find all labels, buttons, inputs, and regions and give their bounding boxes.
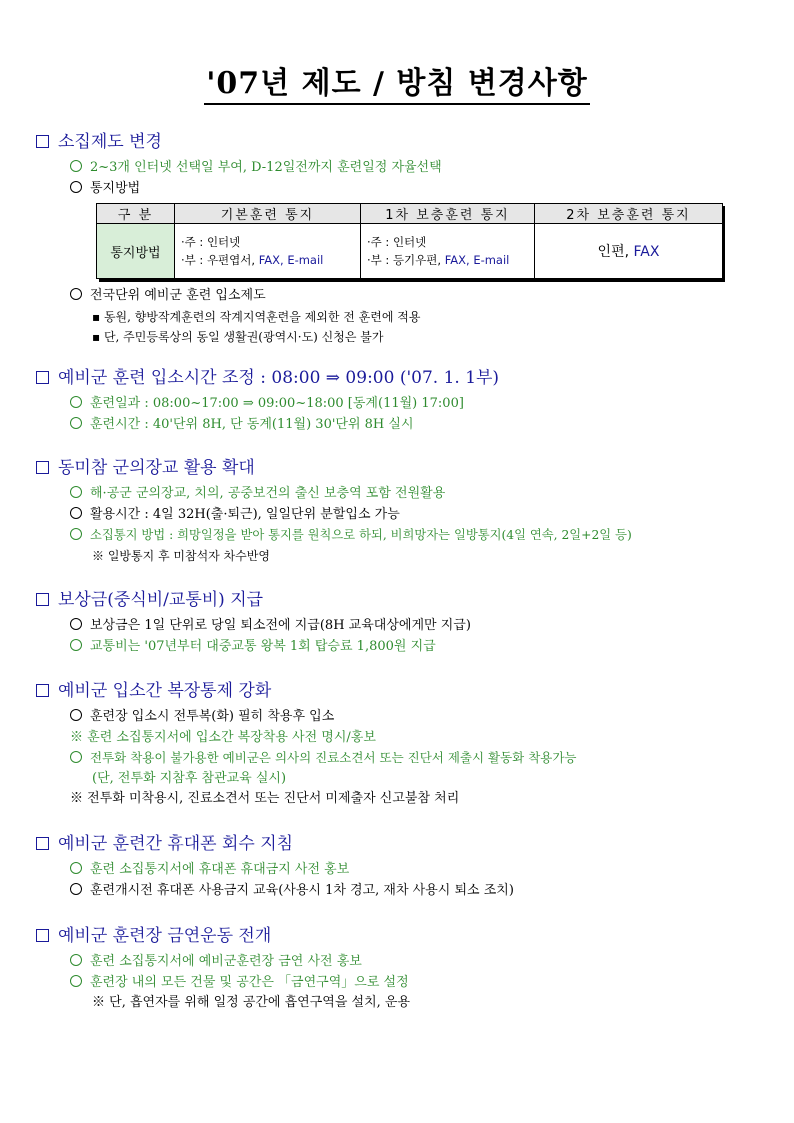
circle-bullet-icon	[70, 528, 82, 540]
section-heading: 동미참 군의장교 활용 확대	[36, 456, 774, 480]
section-dress-code	[36, 679, 774, 810]
circle-bullet-icon	[70, 639, 82, 651]
circle-bullet-icon	[70, 507, 82, 519]
section-conscription-cont	[36, 286, 774, 348]
circle-bullet-icon	[70, 160, 82, 172]
list-item: 훈련 소집통지서에 예비군훈련장 금연 사전 홍보	[36, 952, 774, 973]
section-conscription	[36, 130, 774, 199]
section-heading: 예비군 훈련 입소시간 조정 : 08:00 ⇒ 09:00 ('07. 1. 1부)	[36, 366, 774, 390]
circle-bullet-icon	[70, 883, 82, 895]
table-cell: 인편, FAX	[535, 224, 723, 279]
list-item: ▪ 단, 주민등록상의 동일 생활권(광역시·도) 신청은 불가	[92, 330, 384, 344]
square-bullet-icon	[36, 135, 49, 148]
circle-bullet-icon	[70, 181, 82, 193]
list-item: 훈련일과 : 08:00~17:00 ⇒ 09:00~18:00 [동계(11월) 17:00]	[36, 394, 774, 415]
list-item: ※ 단, 흡연자를 위해 일정 공간에 흡연구역을 설치, 운용	[92, 995, 411, 1010]
square-bullet-icon	[36, 929, 49, 942]
list-item: 전투화 착용이 불가용한 예비군은 의사의 진료소견서 또는 진단서 제출시 활동화 착용가능	[36, 748, 774, 769]
list-item: 훈련장 입소시 전투복(화) 필히 착용후 입소	[36, 707, 774, 728]
circle-bullet-icon	[70, 288, 82, 300]
list-item: 훈련장 내의 모든 건물 및 공간은 「금연구역」으로 설정	[36, 973, 774, 994]
circle-bullet-icon	[70, 954, 82, 966]
square-bullet-icon	[36, 684, 49, 697]
section-entry-time	[36, 366, 774, 435]
circle-bullet-icon	[70, 396, 82, 408]
circle-bullet-icon	[70, 618, 82, 630]
circle-bullet-icon	[70, 486, 82, 498]
notification-table	[96, 203, 722, 279]
circle-bullet-icon	[70, 862, 82, 874]
circle-bullet-icon	[70, 417, 82, 429]
list-item: 통지방법	[36, 179, 774, 200]
section-heading: 예비군 훈련간 휴대폰 회수 지침	[36, 832, 774, 856]
list-item: ※ 일방통지 후 미참석자 차수반영	[92, 548, 270, 563]
list-item: 해·공군 군의장교, 치의, 공중보건의 출신 보충역 포함 전원활용	[36, 484, 774, 505]
circle-bullet-icon	[70, 751, 82, 763]
square-bullet-icon	[36, 837, 49, 850]
table-header-row	[97, 204, 723, 224]
square-bullet-icon	[36, 461, 49, 474]
section-heading: 보상금(중식비/교통비) 지급	[36, 588, 774, 612]
section-heading: 예비군 입소간 복장통제 강화	[36, 679, 774, 703]
page-title	[0, 58, 794, 102]
list-item: (단, 전투화 지참후 참관교육 실시)	[92, 770, 287, 786]
list-item: 활용시간 : 4일 32H(출·퇴근), 일일단위 분할입소 가능	[36, 505, 774, 526]
section-medical-officers	[36, 456, 774, 566]
list-item: ▪ 동원, 향방작계훈련의 작계지역훈련을 제외한 전 훈련에 적용	[92, 309, 421, 324]
list-item: 소집통지 방법 : 희망일정을 받아 통지를 원칙으로 하되, 비희망자는 일방통지(4일 연속, 2일+2일 등)	[36, 525, 774, 546]
list-item: 보상금은 1일 단위로 당일 퇴소전에 지급(8H 교육대상에게만 지급)	[36, 616, 774, 637]
table-cell: ·주 : 인터넷 ·부 : 등기우편, FAX, E-mail	[361, 224, 535, 279]
list-item: ※ 전투화 미착용시, 진료소견서 또는 진단서 미제출자 신고불참 처리	[70, 791, 460, 806]
section-cellphone	[36, 832, 774, 901]
circle-bullet-icon	[70, 709, 82, 721]
table-row-head: 통지방법	[97, 224, 175, 279]
circle-bullet-icon	[70, 975, 82, 987]
square-bullet-icon	[36, 593, 49, 606]
list-item: 2~3개 인터넷 선택일 부여, D-12일전까지 훈련일정 자율선택	[36, 158, 774, 179]
section-no-smoking	[36, 924, 774, 1014]
table-header-cell: 기본훈련 통지	[175, 204, 361, 224]
list-item: ※ 훈련 소집통지서에 입소간 복장착용 사전 명시/홍보	[70, 729, 376, 745]
section-compensation	[36, 588, 774, 657]
square-bullet-icon	[36, 371, 49, 384]
list-item: 교통비는 '07년부터 대중교통 왕복 1회 탑승료 1,800원 지급	[36, 637, 774, 658]
table-cell: ·주 : 인터넷 ·부 : 우편엽서, FAX, E-mail	[175, 224, 361, 279]
list-item: 전국단위 예비군 훈련 입소제도	[36, 286, 774, 307]
table-header-cell: 2차 보충훈련 통지	[535, 204, 723, 224]
table-header-cell: 1차 보충훈련 통지	[361, 204, 535, 224]
list-item: 훈련시간 : 40'단위 8H, 단 동계(11월) 30'단위 8H 실시	[36, 415, 774, 436]
section-heading: 소집제도 변경	[36, 130, 774, 154]
list-item: 훈련개시전 휴대폰 사용금지 교육(사용시 1차 경고, 재차 사용시 퇴소 조치)	[36, 881, 774, 902]
list-item: 훈련 소집통지서에 휴대폰 휴대금지 사전 홍보	[36, 860, 774, 881]
section-heading: 예비군 훈련장 금연운동 전개	[36, 924, 774, 948]
table-row	[97, 224, 723, 279]
table-header-cell: 구 분	[97, 204, 175, 224]
page-title-text: '07년 제도 / 방침 변경사항	[204, 66, 590, 105]
